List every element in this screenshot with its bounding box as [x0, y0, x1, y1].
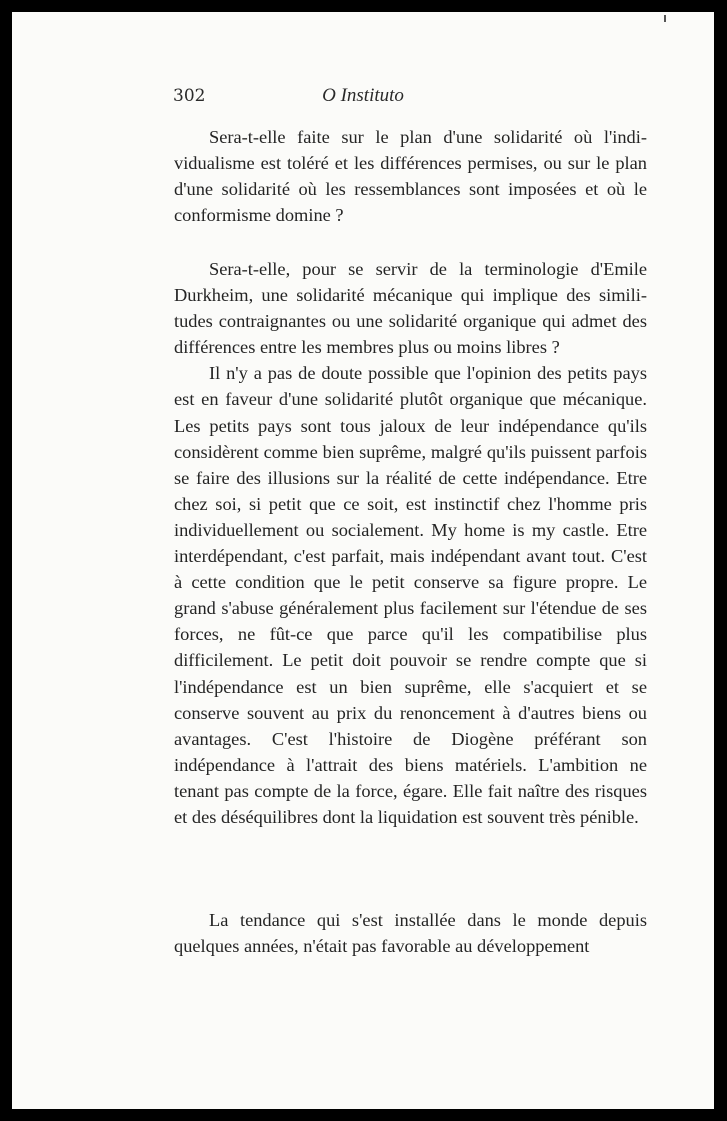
- paragraph: Sera-t-elle, pour se servir de la terminologie d'Emile Durkheim, une solidarité mécanique qui implique des similitudes contraignantes ou une solidarité organique qui admet des différences entre les membres plus ou moins libres ?: [174, 259, 647, 358]
- scan-mark: [664, 15, 666, 22]
- paragraph: Sera-t-elle faite sur le plan d'une solidarité où l'individualisme est toléré et les différences permises, ou sur le plan d'une solidarité où les ressemblances sont imposées et où le conformisme domine ?: [174, 127, 647, 226]
- paragraph-block-3: [174, 907, 647, 959]
- paragraph: Il n'y a pas de doute possible que l'opinion des petits pays est en faveur d'une solidarité plutôt organique que mécanique. Les petits pays sont tous jaloux de leur indépendance qu'ils considèrent comme bien suprême, malgré qu'ils puissent parfois se faire des illusions sur la réalité de cette indépendance. Etre chez soi, si petit que ce soit, est instinctif chez l'homme pris individuellement ou socialement. My home is my castle. Etre interdépendant, c'est parfait, mais indépendant avant tout. C'est à cette condition que le petit conserve sa figure propre. Le grand s'abuse généralement plus facilement sur l'étendue de ses forces, ne fût-ce que parce qu'il les compatibilise plus difficilement. Le petit doit pouvoir se rendre compte que si l'indépendance est un bien suprême, elle s'acquiert et se conserve souvent au prix du renoncement à d'autres biens ou avantages. C'est l'histoire de Diogène préférant son indépendance à l'attrait des biens matériels. L'ambition ne tenant pas compte de la force, égare. Elle fait naître des risques et des déséquilibres dont la liquidation est souvent très pénible.: [174, 363, 647, 827]
- paragraph-block-1: [174, 124, 647, 228]
- book-page: [12, 12, 714, 1109]
- paragraph: La tendance qui s'est installée dans le monde depuis quelques années, n'était pas favorable au développement: [174, 910, 647, 957]
- paragraph-block-2: [174, 256, 647, 830]
- running-title: O Instituto: [322, 85, 404, 106]
- page-number: 302: [173, 86, 206, 106]
